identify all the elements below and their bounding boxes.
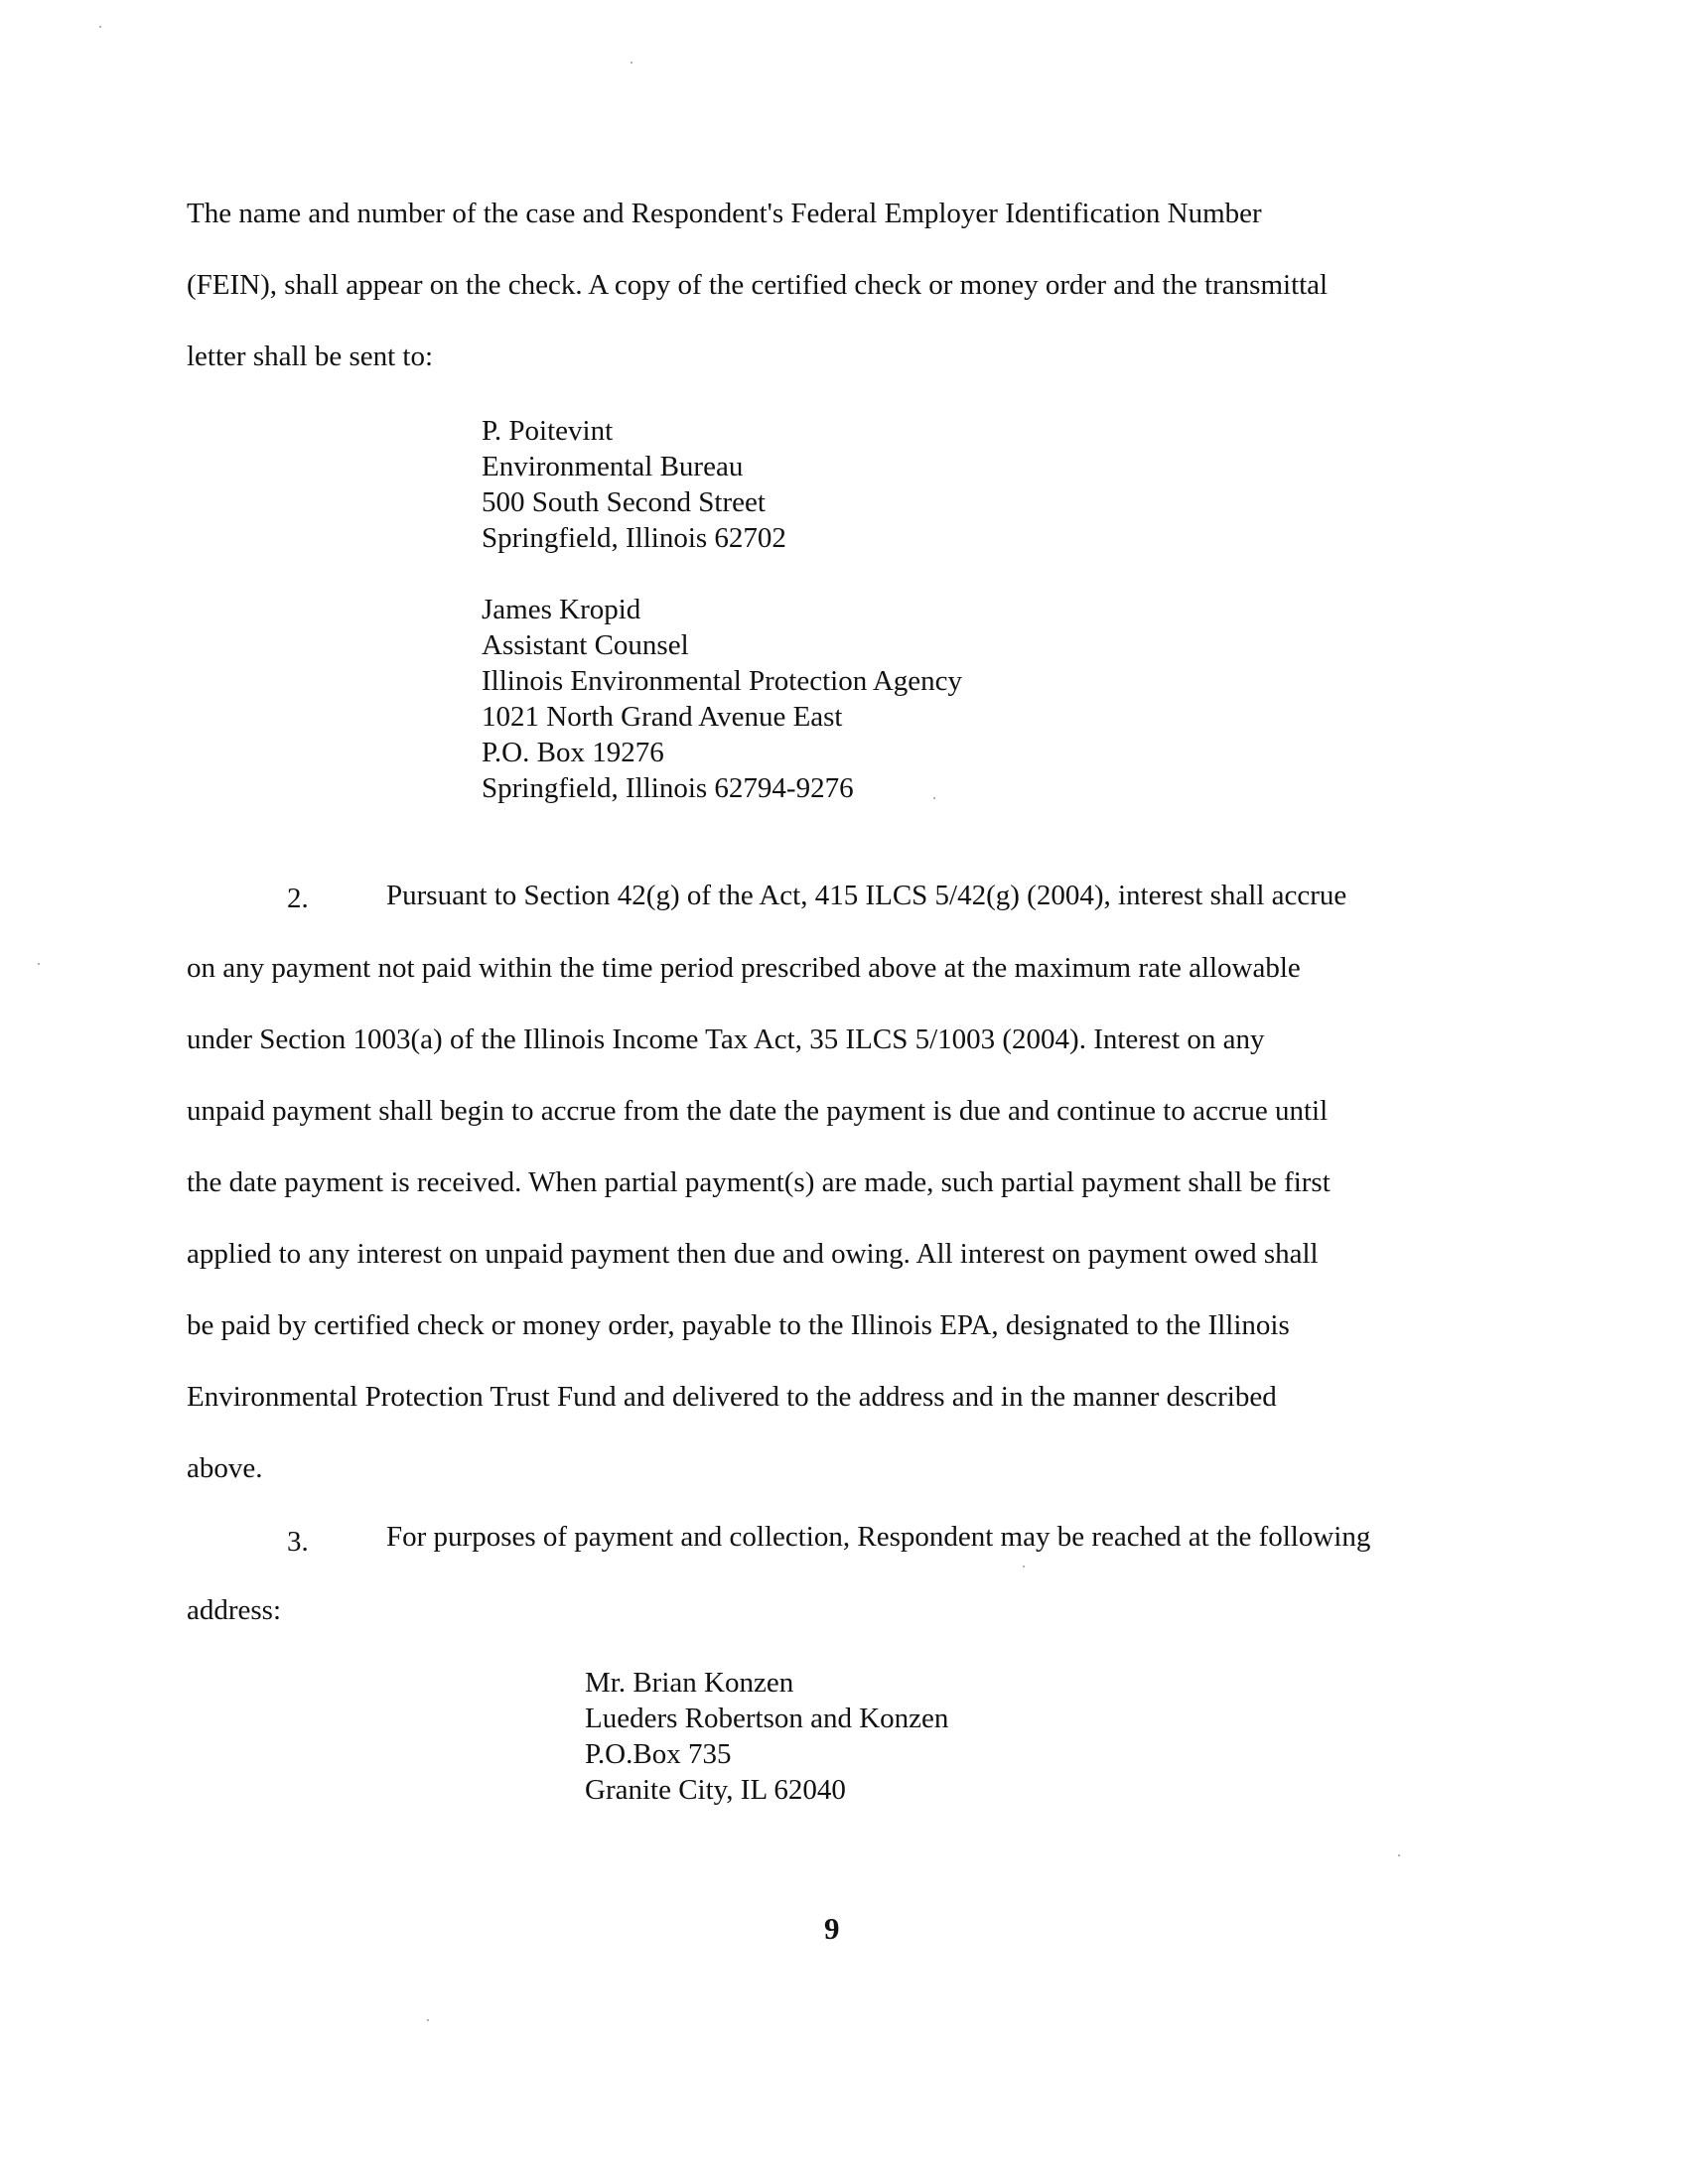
address-line: Environmental Bureau bbox=[482, 451, 744, 482]
address-block-konzen bbox=[585, 1665, 948, 1808]
paragraph-2-line-9: above. bbox=[187, 1452, 263, 1484]
paragraph-2-line-6: applied to any interest on unpaid payment then due and owing. All interest on payment owed shall bbox=[187, 1238, 1319, 1270]
scan-speck bbox=[38, 963, 40, 965]
address-line: P. Poitevint bbox=[482, 415, 614, 447]
address-line: Illinois Environmental Protection Agency bbox=[482, 665, 963, 697]
scan-speck bbox=[1023, 1566, 1025, 1568]
paragraph-3-number: 3. bbox=[287, 1526, 309, 1558]
scan-speck bbox=[99, 26, 101, 28]
paragraph-2-line-2: on any payment not paid within the time period prescribed above at the maximum rate allowable bbox=[187, 952, 1301, 984]
address-line: Springfield, Illinois 62702 bbox=[482, 522, 786, 554]
address-line: 1021 North Grand Avenue East bbox=[482, 701, 843, 733]
address-line: Springfield, Illinois 62794-9276 bbox=[482, 772, 854, 804]
paragraph-2-line-1: Pursuant to Section 42(g) of the Act, 415 ILCS 5/42(g) (2004), interest shall accrue bbox=[386, 880, 1347, 911]
scan-speck bbox=[631, 62, 632, 64]
paragraph-2-line-3: under Section 1003(a) of the Illinois Income Tax Act, 35 ILCS 5/1003 (2004). Interest on any bbox=[187, 1024, 1265, 1055]
paragraph-2-line-5: the date payment is received. When partial payment(s) are made, such partial payment shall be first bbox=[187, 1166, 1331, 1198]
address-line: Lueders Robertson and Konzen bbox=[585, 1703, 949, 1734]
paragraph-2-number: 2. bbox=[287, 883, 309, 914]
address-line: P.O. Box 19276 bbox=[482, 737, 664, 768]
paragraph-3-line-1: For purposes of payment and collection, Respondent may be reached at the following bbox=[386, 1521, 1371, 1553]
intro-line-2: (FEIN), shall appear on the check. A copy of the certified check or money order and the transmittal bbox=[187, 269, 1329, 301]
address-line: 500 South Second Street bbox=[482, 486, 766, 518]
address-line: Granite City, IL 62040 bbox=[585, 1774, 846, 1806]
paragraph-2-line-4: unpaid payment shall begin to accrue from the date the payment is due and continue to accrue until bbox=[187, 1095, 1329, 1127]
paragraph-2-line-7: be paid by certified check or money order, payable to the Illinois EPA, designated to the Illinois bbox=[187, 1309, 1290, 1341]
scan-speck bbox=[427, 2019, 429, 2021]
intro-line-3: letter shall be sent to: bbox=[187, 341, 434, 372]
address-line: Mr. Brian Konzen bbox=[585, 1667, 794, 1699]
paragraph-2-line-8: Environmental Protection Trust Fund and delivered to the address and in the manner described bbox=[187, 1381, 1277, 1413]
scan-speck bbox=[1398, 1854, 1400, 1856]
page-number: 9 bbox=[824, 1911, 840, 1946]
address-line: James Kropid bbox=[482, 594, 641, 625]
scan-speck bbox=[933, 797, 935, 799]
address-block-kropid bbox=[482, 592, 962, 806]
intro-line-1: The name and number of the case and Respondent's Federal Employer Identification Number bbox=[187, 198, 1262, 229]
address-block-poitevint bbox=[482, 413, 786, 556]
address-line: Assistant Counsel bbox=[482, 629, 689, 661]
address-line: P.O.Box 735 bbox=[585, 1738, 732, 1770]
paragraph-3-line-2: address: bbox=[187, 1594, 282, 1626]
